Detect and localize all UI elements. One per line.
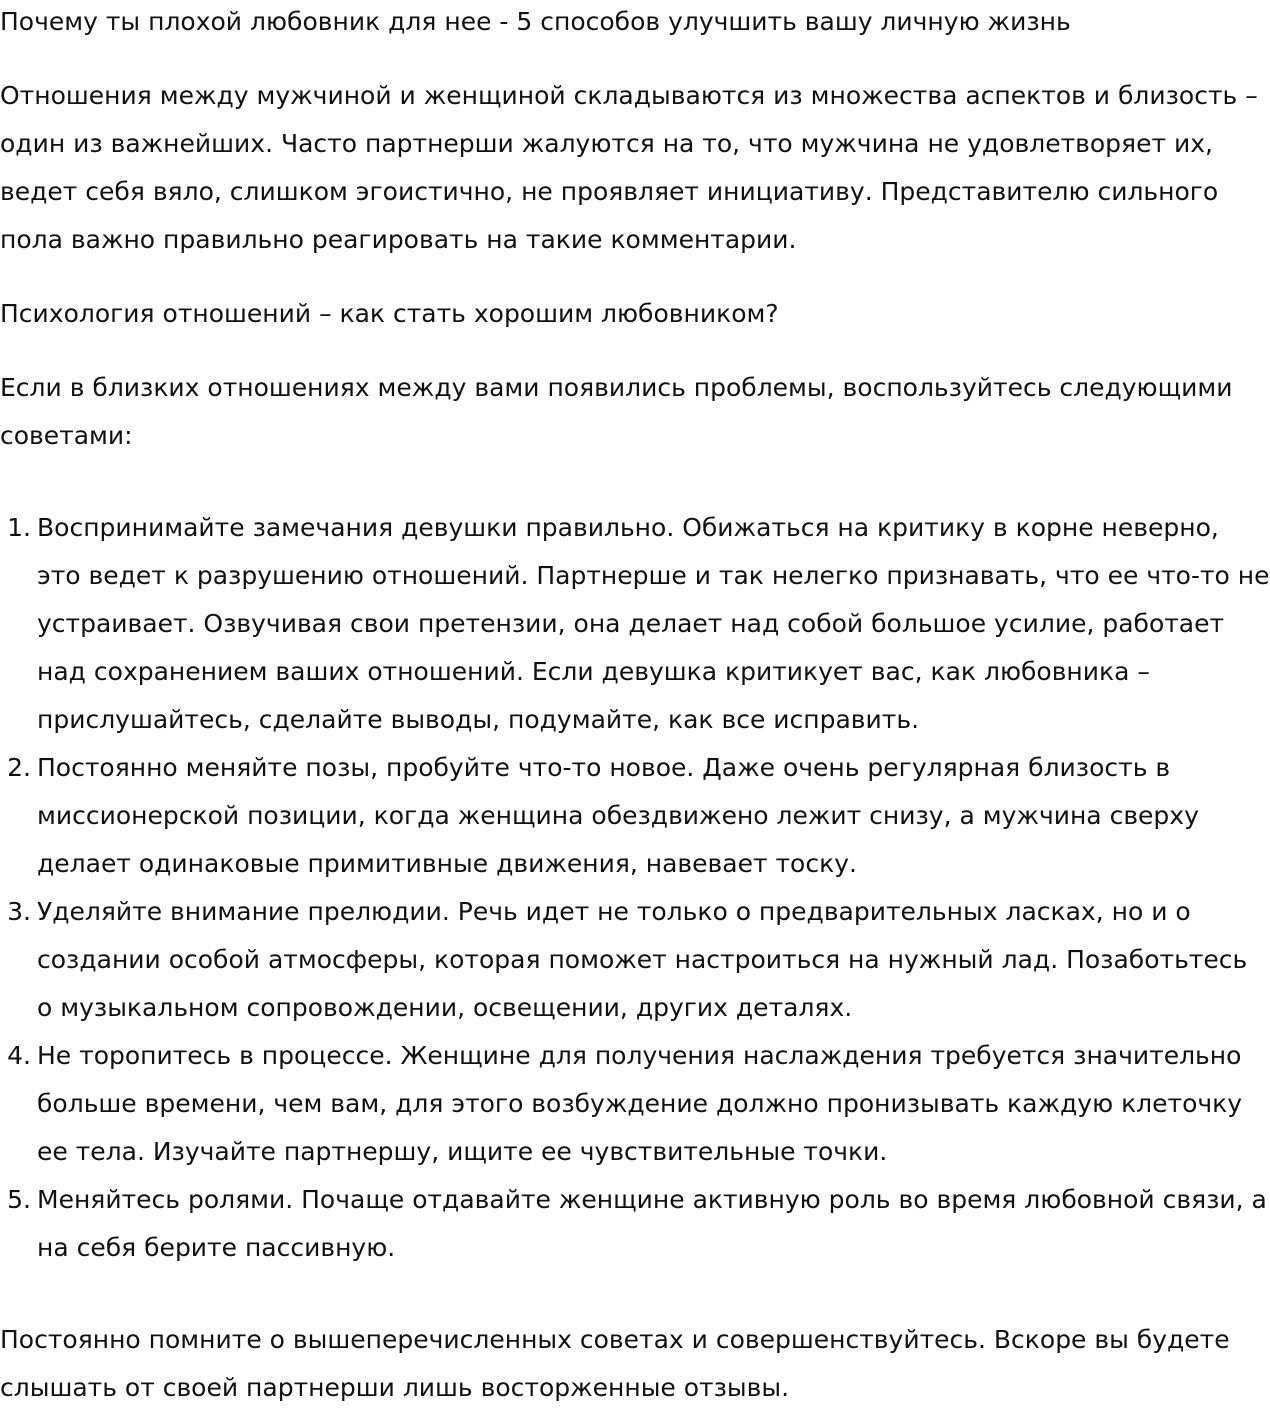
list-item-number: 2. (7, 753, 31, 782)
list-item-number: 4. (7, 1041, 31, 1070)
lead-paragraph: Если в близких отношениях между вами появились проблемы, воспользуйтесь следующими советами: (0, 373, 1233, 450)
list-item (7, 888, 1270, 1032)
list-item-text: Меняйтесь ролями. Почаще отдавайте женщине активную роль во время любовной связи, а на себя берите пассивную. (37, 1185, 1267, 1262)
intro-paragraph: Отношения между мужчиной и женщиной складываются из множества аспектов и близость – один из важнейших. Часто партнерши жалуются на то, что мужчина не удовлетворяет их, ведет себя вяло, слишком эгоистично, не проявляет инициативу. Представителю сильного пола важно правильно реагировать на такие комментарии. (0, 81, 1258, 254)
tips-list (0, 504, 1270, 1272)
list-item (7, 504, 1270, 744)
list-item-text: Постоянно меняйте позы, пробуйте что-то новое. Даже очень регулярная близость в миссионерской позиции, когда женщина обездвижено лежит снизу, а мужчина сверху делает одинаковые примитивные движения, навевает тоску. (37, 753, 1199, 878)
article-title: Почему ты плохой любовник для нее - 5 способов улучшить вашу личную жизнь (0, 7, 1071, 36)
closing-paragraph: Постоянно помните о вышеперечисленных советах и совершенствуйтесь. Вскоре вы будете слышать от своей партнерши лишь восторженные отзывы. (0, 1325, 1230, 1402)
list-item (7, 1032, 1270, 1176)
list-item-number: 1. (7, 513, 31, 542)
section-heading: Психология отношений – как стать хорошим любовником? (0, 299, 779, 328)
list-item (7, 744, 1270, 888)
list-item-number: 3. (7, 897, 31, 926)
list-item-text: Уделяйте внимание прелюдии. Речь идет не только о предварительных ласках, но и о создании особой атмосферы, которая поможет настроиться на нужный лад. Позаботьтесь о музыкальном сопровождении, освещении, других деталях. (37, 897, 1248, 1022)
list-item-number: 5. (7, 1185, 31, 1214)
list-item-text: Воспринимайте замечания девушки правильно. Обижаться на критику в корне неверно, это ведет к разрушению отношений. Партнерше и так нелегко признавать, что ее что-то не устраивает. Озвучивая свои претензии, она делает над собой большое усилие, работает над сохранением ваших отношений. Если девушка критикует вас, как любовника – прислушайтесь, сделайте выводы, подумайте, как все исправить. (37, 513, 1270, 734)
list-item-text: Не торопитесь в процессе. Женщине для получения наслаждения требуется значительно больше времени, чем вам, для этого возбуждение должно пронизывать каждую клеточку ее тела. Изучайте партнершу, ищите ее чувствительные точки. (37, 1041, 1243, 1166)
list-item (7, 1176, 1270, 1272)
